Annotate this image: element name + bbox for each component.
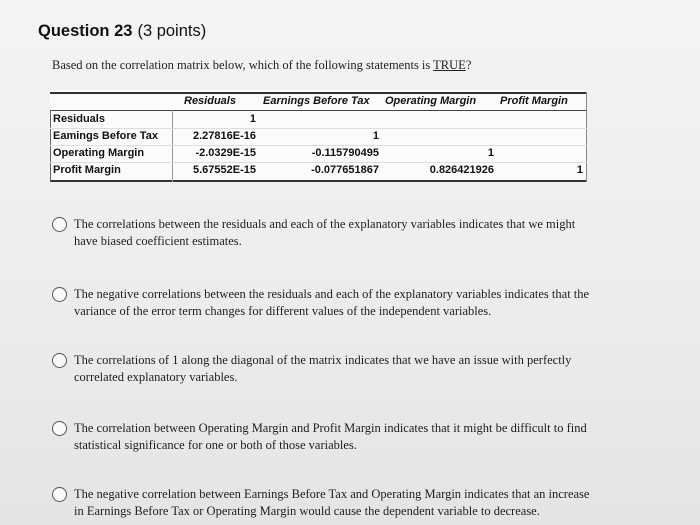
option-text-line: The negative correlations between the residuals and each of the explanatory variables indicates that the (74, 287, 590, 301)
option-text-line: in Earnings Before Tax or Operating Margin would cause the dependent variable to decrease. (74, 504, 540, 518)
radio-button[interactable] (52, 487, 67, 502)
matrix-row-divider (50, 145, 587, 146)
matrix-cell: 1 (487, 147, 494, 159)
matrix-cell: 1 (249, 113, 256, 125)
matrix-header-border (50, 110, 587, 111)
matrix-right-border (586, 92, 587, 182)
matrix-col-header: Operating Margin (385, 95, 477, 107)
matrix-column-separator (172, 110, 173, 182)
answer-option[interactable] (52, 486, 652, 520)
option-text-line: The correlations between the residuals and each of the explanatory variables indicates that we might (74, 217, 576, 231)
option-text-line: The negative correlation between Earnings Before Tax and Operating Margin indicates that an increase (74, 487, 590, 501)
answer-option[interactable] (52, 216, 652, 250)
option-text-line: correlated explanatory variables. (74, 370, 238, 384)
matrix-row-label: Residuals (53, 113, 105, 125)
matrix-row-label: Eamings Before Tax (53, 130, 158, 142)
option-text[interactable] (74, 286, 649, 320)
matrix-cell: -0.115790495 (311, 147, 379, 159)
option-text-line: The correlations of 1 along the diagonal of the matrix indicates that we have an issue with perfectly (74, 353, 572, 367)
option-text[interactable] (74, 486, 649, 520)
question-points: (3 points) (137, 22, 207, 40)
option-text-line: have biased coefficient estimates. (74, 234, 242, 248)
option-text[interactable] (74, 216, 649, 250)
option-text-line: statistical significance for one or both of those variables. (74, 438, 357, 452)
matrix-bottom-border (50, 180, 587, 182)
answer-option[interactable] (52, 286, 652, 320)
prompt-end: ? (465, 58, 472, 72)
option-text[interactable] (74, 352, 649, 386)
option-text-line: variance of the error term changes for different values of the independent variables. (74, 304, 492, 318)
matrix-cell: -0.077651867 (311, 164, 379, 176)
option-text[interactable] (74, 420, 649, 454)
radio-button[interactable] (52, 421, 67, 436)
radio-button[interactable] (52, 353, 67, 368)
matrix-left-border (50, 110, 51, 182)
question-title (38, 22, 206, 41)
question-number: Question 23 (38, 22, 133, 40)
matrix-col-header: Residuals (184, 95, 236, 107)
option-text-line: The correlation between Operating Margin and Profit Margin indicates that it might be difficult to find (74, 421, 587, 435)
matrix-cell: 2.27816E-16 (193, 130, 256, 142)
matrix-cell: 5.67552E-15 (193, 164, 256, 176)
answer-option[interactable] (52, 420, 652, 454)
matrix-cell: 1 (576, 164, 583, 176)
matrix-top-border (50, 92, 587, 94)
matrix-cell: 0.826421926 (429, 164, 494, 176)
matrix-row-divider (50, 162, 587, 163)
correlation-matrix (50, 90, 587, 182)
matrix-row-label: Profit Margin (53, 164, 121, 176)
matrix-row-divider (50, 128, 587, 129)
matrix-cell: 1 (372, 130, 379, 142)
matrix-cell: -2.0329E-15 (195, 147, 256, 159)
question-prompt (52, 58, 471, 73)
prompt-text: Based on the correlation matrix below, which of the following statements is (52, 58, 434, 72)
prompt-emphasis: TRUE (433, 58, 466, 72)
radio-button[interactable] (52, 287, 67, 302)
matrix-col-header: Earnings Before Tax (263, 95, 370, 107)
answer-option[interactable] (52, 352, 652, 386)
radio-button[interactable] (52, 217, 67, 232)
matrix-col-header: Profit Margin (500, 95, 568, 107)
matrix-row-label: Operating Margin (53, 147, 145, 159)
